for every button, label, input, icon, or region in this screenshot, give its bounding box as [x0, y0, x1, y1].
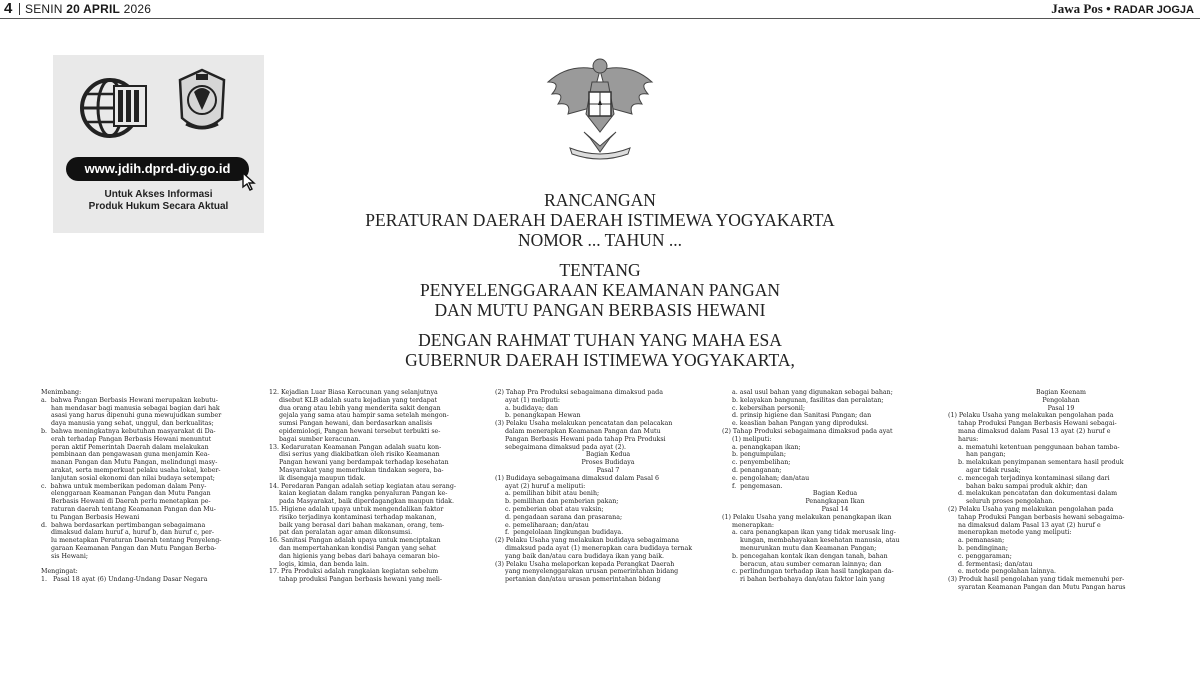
text-line: d. prinsip higiene dan Sanitasi Pangan; dan — [722, 412, 872, 420]
jdih-url-link[interactable]: www.jdih.dprd-diy.go.id — [66, 157, 249, 181]
text-line: b. bahwa meningkatnya kebutuhan masyarakat di Da- — [41, 427, 216, 435]
text-line: pertanian dan/atau urusan pemerintahan bidang — [495, 576, 661, 584]
text-line: (3) Pelaku Usaha melaporkan kepada Perangkat Daerah — [495, 560, 675, 568]
text-column-1 — [41, 389, 267, 584]
text-line: peran aktif Pemerintah Daerah dalam melakukan — [41, 443, 209, 451]
title-line-1: RANCANGAN — [544, 190, 656, 210]
text-line: ri bahan berbahaya dan/atau faktor lain yang — [722, 576, 885, 584]
text-line: b. pencegahan kontak ikan dengan tanah, bahan — [722, 552, 888, 560]
diy-seal-icon — [174, 66, 230, 138]
text-line: (1) Pelaku Usaha yang melakukan penangkapan ikan — [722, 513, 892, 521]
text-line: c. perlindungan terhadap ikan hasil tangkapan da- — [722, 568, 894, 576]
issue-day: SENIN — [25, 2, 63, 16]
text-line: daya manusia yang sehat, unggul, dan berkualitas; — [41, 420, 214, 428]
header-divider — [19, 3, 20, 15]
text-line: Pasal 14 — [821, 505, 849, 513]
text-line: a. asal usul bahan yang digunakan sebagai bahan; — [722, 389, 893, 396]
text-line: b. penangkapan Hewan — [495, 412, 581, 420]
text-line: c. penyembelihan; — [722, 459, 791, 467]
regulation-heading — [300, 190, 900, 250]
text-line: han mendasar bagi manusia sebagai bagian dari hak — [41, 404, 220, 412]
text-line: b. melakukan penyimpanan sementara hasil produk — [948, 459, 1124, 467]
text-line: d. bahwa berdasarkan pertimbangan sebagaimana — [41, 521, 206, 529]
text-line: dan higienis yang bebas dari bahaya cemaran bio- — [269, 552, 440, 560]
text-line: elenggaraan Keamanan Pangan dan Mutu Pangan — [41, 490, 211, 498]
text-line: Menimbang: — [41, 389, 82, 396]
text-line: arakat, serta memperkuat pelaku usaha lokal, keber- — [41, 466, 221, 474]
text-line: mana dimaksud dalam Pasal 13 ayat (2) huruf e — [948, 427, 1111, 435]
text-line: tu Pangan Berbasis Hewani — [41, 513, 140, 521]
text-line: ik disengaja maupun tidak. — [269, 474, 366, 482]
text-line: yang baik dan/atau cara budidaya ikan yang baik. — [495, 552, 665, 560]
text-line: bagai sumber keracunan. — [269, 435, 361, 443]
text-line: Bagian Keenam — [1035, 389, 1086, 396]
text-line: lu menetapkan Peraturan Daerah tentang Penyeleng- — [41, 537, 222, 545]
title-line-2: PERATURAN DAERAH DAERAH ISTIMEWA YOGYAKARTA — [365, 210, 835, 230]
text-line: d. melakukan pencatatan dan dokumentasi dalam — [948, 490, 1118, 498]
text-line: d. penanganan; — [722, 466, 782, 474]
text-line: c. bahwa untuk memberikan pedoman dalam Peny- — [41, 482, 207, 490]
jdih-ad-caption — [53, 189, 264, 213]
text-line: dua orang atau lebih yang menderita sakit dengan — [269, 404, 441, 412]
text-line: ayat (2) huruf a meliputi: — [495, 482, 586, 490]
text-line: 13. Kedaruratan Keamanan Pangan adalah suatu kon- — [269, 443, 442, 451]
text-line: a. pemanasan; — [948, 537, 1005, 545]
issue-year: 2026 — [123, 2, 152, 16]
masthead-edition: RADAR JOGJA — [1113, 4, 1194, 16]
text-column-4 — [722, 389, 948, 584]
text-line: bahan baku sampai produk akhir; dan — [948, 482, 1088, 490]
text-column-3 — [495, 389, 721, 584]
text-line: dimaksud pada ayat (1) menerapkan cara budidaya ternak — [495, 544, 693, 552]
text-line: e. keaslian bahan Pangan yang diproduksi. — [722, 420, 869, 428]
text-line: pat dan peralatan agar aman dikonsumsi. — [269, 529, 413, 537]
text-line: tahap produksi Pangan berbasis hewani yang meli- — [269, 576, 443, 584]
text-line: (2) Tahap Pra Produksi sebagaimana dimaksud pada — [495, 389, 663, 396]
text-line: 12. Kejadian Luar Biasa Keracunan yang selanjutnya — [269, 389, 438, 396]
text-line: yang menyelenggarakan urusan pemerintahan bidang — [495, 568, 679, 576]
text-line: han pangan; — [948, 451, 1006, 459]
text-line: d. pengadaan sarana dan prasarana; — [495, 513, 623, 521]
text-line: sis Hewani; — [41, 552, 89, 560]
text-line: logis, kimia, dan benda lain. — [269, 560, 369, 568]
text-line: Bagian Kedua — [812, 490, 858, 498]
title-line-6: DAN MUTU PANGAN BERBASIS HEWANI — [434, 300, 766, 320]
jdih-globe-logo-icon — [80, 72, 152, 144]
text-line: Proses Budidaya — [581, 459, 635, 467]
text-line: sumsi Pangan hewani, dan berdasarkan analisis — [269, 420, 433, 428]
text-line: e. pengolahan; dan/atau — [722, 474, 810, 482]
text-line: Masyarakat yang memerlukan tindakan segera, ba- — [269, 466, 444, 474]
text-line: sebegaimana dimaksud pada ayat (2). — [495, 443, 627, 451]
text-line: a. bahwa Pangan Berbasis Hewani merupakan kebutu- — [41, 396, 218, 404]
page-number: 4 — [4, 0, 13, 17]
text-line: 14. Peredaran Pangan adalah setiap kegiatan atau serang- — [269, 482, 457, 490]
text-line: Pangan hewani yang berdampak terhadap kesehatan — [269, 459, 449, 467]
text-line: lanjutan sosial ekonomi dan nilai budaya setempat; — [41, 474, 215, 482]
text-line: (3) Produk hasil pengolahan yang tidak memenuhi per- — [948, 576, 1125, 584]
title-line-5: PENYELENGGARAAN KEAMANAN PANGAN — [419, 280, 781, 300]
regulation-preamble — [300, 330, 900, 370]
text-line: dalam menerapkan Keamanan Pangan dan Mutu — [495, 427, 661, 435]
text-line: seluruh proses pengolahan. — [948, 498, 1055, 506]
ad-caption-line1: Untuk Akses Informasi — [104, 189, 213, 200]
text-line: Berbasis Hewani di Daerah perlu menetapkan pe- — [41, 498, 211, 506]
text-line: c. penggaraman; — [948, 552, 1012, 560]
text-line: c. mencegah terjadinya kontaminasi silang dari — [948, 474, 1110, 482]
text-line: c. pemberian obat atau vaksin; — [495, 505, 604, 513]
text-line: Bagian Kedua — [585, 451, 631, 459]
text-line: a. budidaya; dan — [495, 404, 558, 412]
ad-caption-line2: Produk Hukum Secara Aktual — [88, 201, 229, 212]
text-line: menerapkan metode yang meliputi: — [948, 529, 1072, 537]
page-header — [0, 0, 1200, 19]
text-line — [41, 561, 267, 569]
text-line: d. fermentasi; dan/atau — [948, 560, 1033, 568]
text-line: asasi yang harus dipenuhi guna mewujudkan sumber — [41, 412, 222, 420]
text-line: (2) Pelaku Usaha yang melakukan budidaya sebagaimana — [495, 537, 680, 545]
text-line: disebut KLB adalah suatu kejadian yang terdapat — [269, 396, 438, 404]
text-line: dimaksud dalam huruf a, huruf b, dan huruf c, per- — [41, 529, 215, 537]
text-line: kungan, membahayakan kesehatan manusia, atau — [722, 537, 900, 545]
text-line: (1) Pelaku Usaha yang melakukan pengolahan pada — [948, 412, 1114, 420]
text-line: b. pengumpulan; — [722, 451, 786, 459]
title-line-7: DENGAN RAHMAT TUHAN YANG MAHA ESA — [418, 330, 782, 350]
text-line: 16. Sanitasi Pangan adalah upaya untuk menciptakan — [269, 537, 441, 545]
text-line: b. pemilihan dan pemberian pakan; — [495, 498, 619, 506]
text-line: 15. Higiene adalah upaya untuk mengendalikan faktor — [269, 505, 444, 513]
text-line: syaratan Keamanan Pangan dan Mutu Pangan harus — [948, 583, 1126, 591]
text-line: a. penangkapan ikan; — [722, 443, 801, 451]
title-line-4: TENTANG — [559, 260, 641, 280]
text-line: e. metode pengolahan lainnya. — [948, 568, 1056, 576]
text-line: na dimaksud dalam Pasal 13 ayat (2) huruf e — [948, 521, 1101, 529]
issue-date — [25, 2, 151, 16]
text-line: beracun, atau sumber cemaran lainnya; dan — [722, 560, 882, 568]
text-line: Pasal 7 — [596, 466, 620, 474]
text-line: disi serius yang diakibatkan oleh risiko Keamanan — [269, 451, 440, 459]
text-line: 17. Pra Produksi adalah rangkaian kegiatan sebelum — [269, 568, 439, 576]
text-line: raturan daerah tentang Keamanan Pangan dan Mu- — [41, 505, 216, 513]
text-line: c. kebersihan personil; — [722, 404, 805, 412]
text-line: menerapkan: — [722, 521, 775, 529]
text-line: Penangkapan Ikan — [805, 498, 865, 506]
text-column-5 — [948, 389, 1174, 592]
text-line: gejala yang sama atau hampir sama setelah mengon- — [269, 412, 449, 420]
text-line: manan Pangan dan Mutu Pangan, melindungi masy- — [41, 459, 218, 467]
text-line: a. mematuhi ketentuan penggunaan bahan tamba- — [948, 443, 1120, 451]
text-line: f. pengelolaan lingkungan budidaya. — [495, 529, 624, 537]
text-line: b. kelayakan bangunan, fasilitas dan peralatan; — [722, 396, 884, 404]
text-line: f. pengemasan. — [722, 482, 783, 490]
text-line: kaian kegiatan dalam rangka penyaluran Pangan ke- — [269, 490, 448, 498]
text-line: pembinaan dan pengawasan guna menjamin Kea- — [41, 451, 210, 459]
text-line: Pangan Berbasis Hewani pada tahap Pra Produksi — [495, 435, 666, 443]
text-line: agar tidak rusak; — [948, 466, 1021, 474]
text-line: harus: — [948, 435, 979, 443]
text-line: a. cara penangkapan ikan yang tidak merusak ling- — [722, 529, 896, 537]
text-line: garaan Keamanan Pangan dan Mutu Pangan Berba- — [41, 544, 217, 552]
text-line: (1) meliputi: — [722, 435, 772, 443]
text-line: Mengingat: — [41, 568, 78, 576]
text-line: tahap Produksi Pangan Berbasis Hewani sebagai- — [948, 420, 1117, 428]
regulation-subject — [300, 260, 900, 320]
title-line-3: NOMOR ... TAHUN ... — [517, 230, 683, 250]
text-line: (3) Pelaku Usaha melakukan pencatatan dan pelacakan — [495, 420, 673, 428]
text-line: ayat (1) meliputi: — [495, 396, 561, 404]
text-line: 1. Pasal 18 ayat (6) Undang-Undang Dasar Negara — [41, 576, 208, 584]
text-line: baik yang berasal dari bahan makanan, orang, tem- — [269, 521, 445, 529]
text-line: Pasal 19 — [1047, 404, 1075, 412]
garuda-pancasila-icon — [540, 52, 660, 162]
text-line: e. pemeliharaan; dan/atau — [495, 521, 589, 529]
text-line: dan mempertahankan kondisi Pangan yang sehat — [269, 544, 437, 552]
text-line: (2) Pelaku Usaha yang melakukan pengolahan pada — [948, 505, 1114, 513]
title-line-8: GUBERNUR DAERAH ISTIMEWA YOGYAKARTA, — [405, 350, 795, 370]
masthead-title: Jawa Pos — [1051, 1, 1103, 16]
text-line: risiko terjadinya kontaminasi terhadap makanan, — [269, 513, 437, 521]
text-line: epidemiologi, Pangan hewani tersebut terbukti se- — [269, 427, 441, 435]
text-line: a. pemilihan bibit atau benih; — [495, 490, 600, 498]
text-line: Pengolahan — [1042, 396, 1080, 404]
issue-date-bold: 20 APRIL — [66, 2, 121, 16]
text-line: (2) Tahap Produksi sebagaimana dimaksud pada ayat — [722, 427, 893, 435]
text-line: menurunkan mutu dan Keamanan Pangan; — [722, 544, 877, 552]
text-column-2 — [269, 389, 495, 584]
text-line: erah terhadap Pangan Berbasis Hewani menuntut — [41, 435, 212, 443]
text-line: tahap Produksi Pangan berbasis hewani sebagaima- — [948, 513, 1125, 521]
text-line: pada Masyarakat, baik diperdagangkan maupun tidak. — [269, 498, 454, 506]
newspaper-masthead: Jawa Pos • RADAR JOGJA — [1051, 1, 1194, 16]
text-line: b. pendinginan; — [948, 544, 1008, 552]
text-line: (1) Budidaya sebagaimana dimaksud dalam Pasal 6 — [495, 474, 659, 482]
